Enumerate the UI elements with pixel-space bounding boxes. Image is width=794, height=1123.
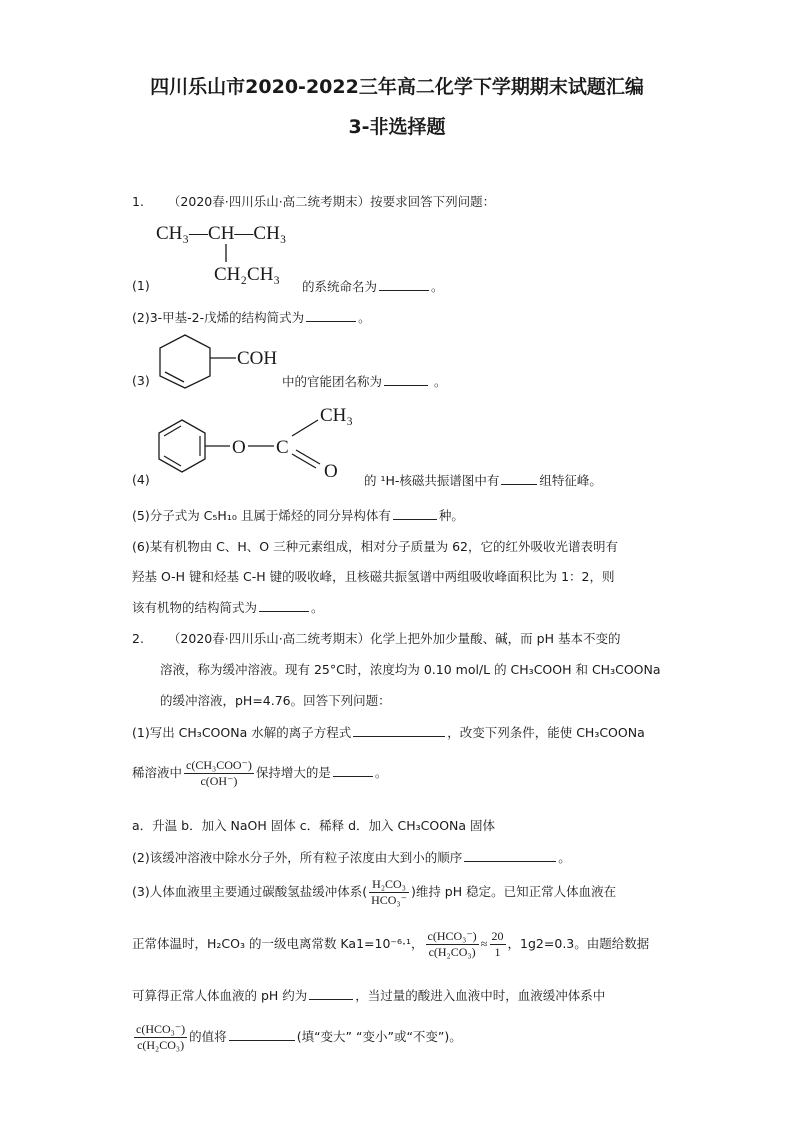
answer-blank[interactable] [309,986,353,1000]
answer-blank[interactable] [384,372,428,386]
q1-part5-text: (5)分子式为 C₅H₁₀ 且属于烯烃的同分异构体有 [132,508,391,523]
aromatic-bond [164,456,181,466]
q1-part2-text: (2)3-甲基-2-戊烯的结构简式为 [132,310,305,325]
q1-structure-cyclohexene [150,330,300,390]
answer-blank[interactable] [393,506,437,520]
fraction-numerator: 20 [491,929,504,943]
q1-part2 [132,308,371,327]
answer-blank[interactable] [464,848,556,862]
q2-part3-text4: ，1g2=0.3。由题给数据 [507,936,650,951]
q1-part3-text: 中的官能团名称为 [282,374,383,389]
q1-part3-label: (3) [132,373,150,388]
answer-blank[interactable] [379,277,429,291]
q2-stem-text: （2020春·四川乐山·高二统考期末）化学上把外加少量酸、碱，而 pH 基本不变的 [167,631,621,646]
q2-part1-line2 [132,754,387,792]
period: 。 [431,279,444,294]
q1-part6-line3 [132,598,324,617]
q2-part3-text3: 正常体温时，H₂CO₃ 的一级电离常数 Ka1=10⁻⁶·¹， [132,936,424,951]
q2-part1-text2: 稀溶液中 [132,765,183,780]
fraction-numerator: c(HCO₃⁻) [136,1022,186,1036]
q2-part3-line3 [132,986,605,1005]
q1-structure-alkane [150,218,320,288]
double-bond [292,454,316,468]
q2-part3-text7: 的值将 [189,1029,227,1044]
ring [160,335,210,388]
q1-part1-label: (1) [132,278,150,293]
answer-blank[interactable] [501,471,537,485]
fraction-numerator: c(CH₃COO⁻) [186,758,252,772]
q2-part3-text5: 可算得正常人体血液的 pH 约为 [132,988,308,1003]
answer-blank[interactable] [306,308,356,322]
q2-part2-text: (2)该缓冲溶液中除水分子外，所有粒子浓度由大到小的顺序 [132,850,463,865]
benzene-ring [159,420,205,472]
period: 。 [358,310,371,325]
q1-part6-line2: 羟基 O-H 键和烃基 C-H 键的吸收峰，且核磁共振氢谱中两组吸收峰面积比为 1：2，则 [132,569,615,584]
double-bond [296,450,320,464]
fraction-numerator: H₂CO₃ [369,877,409,893]
q2-part3-line1 [132,873,616,911]
period: 。 [311,600,324,615]
fraction-denominator: c(OH⁻) [200,774,238,788]
fraction-denominator: HCO₃⁻ [371,893,407,907]
q2-part3-line2 [132,925,649,963]
q1-structure-ester [150,400,370,485]
ring-double-bond [165,372,184,382]
alkane-branch: CH₂CH₃ [214,264,281,285]
q2-part1-text3: 保持增大的是 [255,765,331,780]
fraction-acetate-hydroxide [184,758,254,789]
q2-part1-line1 [132,723,645,742]
q1-part4-text-end: 组特征峰。 [539,473,602,488]
fraction-denominator: 1 [494,945,501,959]
q1-part4-label: (4) [132,472,150,487]
fraction-bicarbonate-ratio [426,929,479,960]
q2-part3-text: (3)人体血液里主要通过碳酸氢盐缓冲体系( [132,884,368,899]
q1-part1 [302,277,444,296]
fraction-denominator: c(H₂CO₃) [428,945,476,959]
q2-stem-line1 [132,630,620,648]
answer-blank[interactable] [333,763,373,777]
carbonyl-carbon: C [276,437,289,458]
q2-stem-line2: 溶液，称为缓冲溶液。现有 25°C时，浓度均为 0.10 mol/L 的 CH₃COOH 和 CH₃COONa [160,662,661,677]
alkane-main-chain: CH₃—CH—CH₃ [156,223,287,244]
q1-part3 [282,372,447,391]
answer-blank[interactable] [229,1027,295,1041]
fraction-numerator: c(HCO₃⁻) [427,929,477,943]
fraction-buffer-system [369,877,409,908]
period: 。 [374,765,388,780]
q1-part6-text: 该有机物的结构简式为 [132,600,258,615]
q2-number: 2. [132,631,144,646]
fraction-denominator: c(H₂CO₃) [137,1038,185,1052]
q2-part2 [132,848,571,867]
period: 。 [434,374,447,389]
q1-number: 1. [132,194,144,209]
answer-blank[interactable] [259,598,309,612]
q2-options: a．升温 b．加入 NaOH 固体 c．稀释 d．加入 CH₃COONa 固体 [132,818,496,833]
answer-blank[interactable] [353,723,445,737]
carbonyl-oxygen: O [324,461,338,482]
q1-part4 [364,471,602,490]
q2-stem-line3: 的缓冲溶液，pH=4.76。回答下列问题： [160,693,391,708]
document-title: 四川乐山市2020-2022三年高二化学下学期期末试题汇编 [150,76,644,98]
q1-part1-text: 的系统命名为 [302,279,378,294]
q1-part6-line1: (6)某有机物由 C、H、O 三种元素组成，相对分子质量为 62，它的红外吸收光谱表明有 [132,539,619,554]
q2-part3-text6: ，当过量的酸进入血液中时，血液缓冲体系中 [355,988,606,1003]
q1-stem-text: （2020春·四川乐山·高二统考期末）按要求回答下列问题： [167,194,496,209]
fraction-bicarbonate-ratio [134,1022,187,1053]
approx-symbol: ≈ [480,937,488,951]
bond [292,420,318,436]
q1-part5 [132,506,464,525]
functional-group: COH [237,348,278,369]
q1-part4-text: 的 ¹H-核磁共振谱图中有 [364,473,500,488]
fraction-twenty-to-one [490,929,506,960]
q2-part3-text8: (填“变大” “变小”或“不变”)。 [296,1029,462,1044]
ester-oxygen: O [232,437,246,458]
methyl-group: CH₃ [320,405,354,426]
q2-part3-line4 [132,1018,462,1056]
q2-part3-text2: )维持 pH 稳定。已知正常人体血液在 [410,884,617,899]
q2-part1-text: (1)写出 CH₃COONa 水解的离子方程式 [132,725,352,740]
q1-stem [132,193,495,211]
document-subtitle: 3-非选择题 [348,116,446,138]
q1-part5-text-end: 种。 [438,508,464,523]
aromatic-bond [164,426,181,436]
period: 。 [558,850,571,865]
q2-part1-text-end: ，改变下列条件，能使 CH₃COONa [447,725,645,740]
